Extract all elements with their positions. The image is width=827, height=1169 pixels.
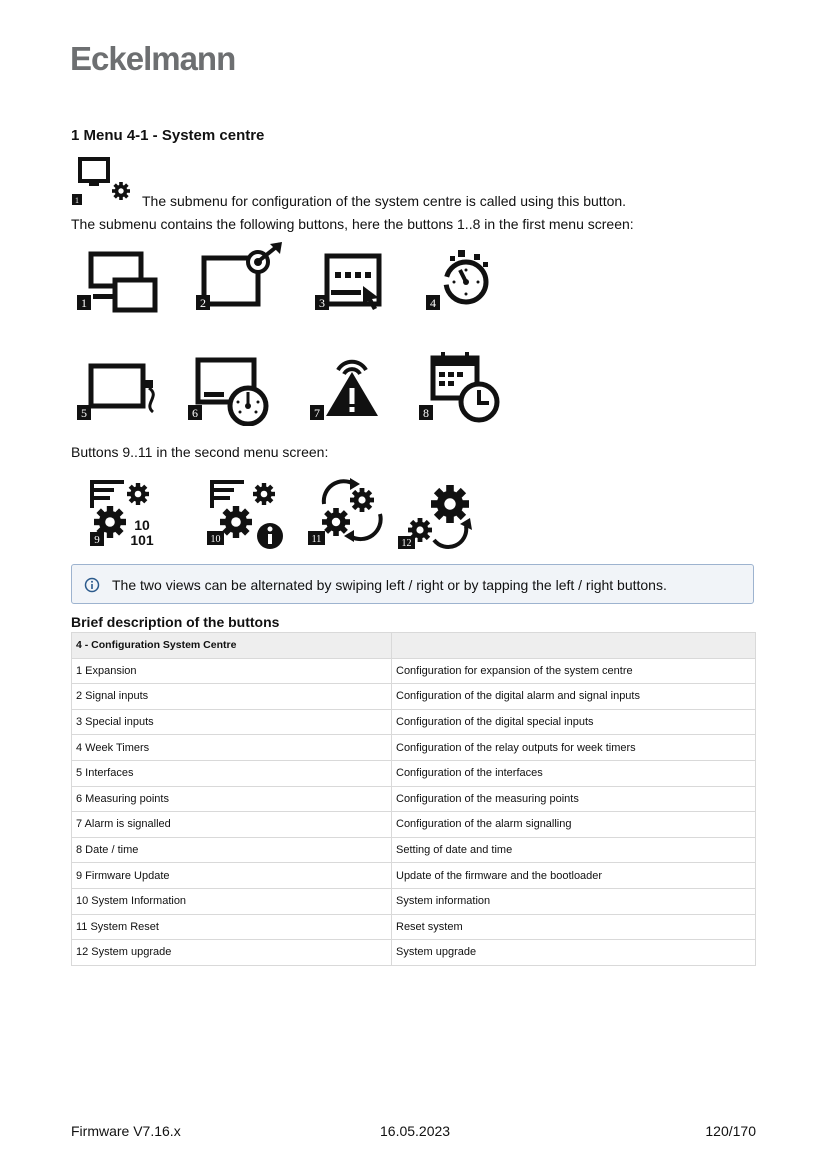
system-information-icon[interactable] [200, 474, 296, 550]
signal-inputs-icon[interactable] [190, 240, 286, 316]
table-row [72, 812, 756, 838]
button-number: 6 [192, 406, 198, 420]
button-number: 4 [430, 296, 436, 310]
button-description-cell: Reset system [392, 914, 756, 940]
button-description-cell: Configuration of the digital special inputs [392, 709, 756, 735]
footer-date: 16.05.2023 [380, 1123, 451, 1139]
button-description-cell: Configuration of the interfaces [392, 760, 756, 786]
button-description-cell: Setting of date and time [392, 837, 756, 863]
button-number: 5 [81, 406, 87, 420]
table-row [72, 684, 756, 710]
button-description-cell: Configuration of the relay outputs for week timers [392, 735, 756, 761]
table-row [72, 709, 756, 735]
button-name-cell: 10 System Information [72, 888, 392, 914]
button-description-cell: Configuration for expansion of the system centre [392, 658, 756, 684]
button-name-cell: 12 System upgrade [72, 940, 392, 966]
table-header-cell: 4 - Configuration System Centre [72, 633, 392, 659]
brief-description-title: Brief description of the buttons [71, 614, 280, 630]
button-name-cell: 3 Special inputs [72, 709, 392, 735]
system-reset-icon[interactable] [302, 474, 398, 550]
button-name-cell: 9 Firmware Update [72, 863, 392, 889]
button-name-cell: 7 Alarm is signalled [72, 812, 392, 838]
button-number: 10 [210, 534, 221, 545]
button-number: 3 [319, 296, 325, 310]
info-note [71, 564, 754, 604]
button-description-cell: System upgrade [392, 940, 756, 966]
table-row [72, 914, 756, 940]
measuring-points-icon[interactable] [182, 350, 278, 426]
table-row [72, 786, 756, 812]
button-description-cell: System information [392, 888, 756, 914]
monitor-gear-icon [71, 156, 133, 206]
button-number: 12 [401, 538, 412, 549]
button-number: 8 [423, 406, 429, 420]
table-row [72, 888, 756, 914]
table-row [72, 863, 756, 889]
button-number: 7 [314, 406, 320, 420]
button-number: 11 [311, 534, 322, 545]
button-name-cell: 11 System Reset [72, 914, 392, 940]
section-heading: 1 Menu 4-1 - System centre [71, 127, 265, 144]
button-number: 2 [200, 296, 206, 310]
button-name-cell: 6 Measuring points [72, 786, 392, 812]
button-name-cell: 5 Interfaces [72, 760, 392, 786]
button-description-cell: Configuration of the alarm signalling [392, 812, 756, 838]
firmware-number-101: 101 [130, 532, 154, 548]
info-icon [84, 577, 100, 593]
button-description-table [71, 632, 756, 966]
button-name-cell: 8 Date / time [72, 837, 392, 863]
firmware-number-10: 10 [134, 517, 150, 533]
button-description-cell: Update of the firmware and the bootloader [392, 863, 756, 889]
footer-page-number: 120/170 [705, 1123, 756, 1139]
table-row [72, 658, 756, 684]
firmware-update-icon[interactable] [80, 474, 176, 550]
button-name-cell: 2 Signal inputs [72, 684, 392, 710]
table-header-row [72, 633, 756, 659]
intro-text: The submenu for configuration of the system centre is called using this button. [142, 193, 627, 209]
alarm-signalled-icon[interactable] [302, 350, 398, 426]
date-time-icon[interactable] [413, 350, 509, 426]
system-upgrade-icon[interactable] [390, 474, 486, 550]
button-number: 1 [81, 296, 87, 310]
table-header-cell [392, 633, 756, 659]
expansion-icon[interactable] [71, 240, 167, 316]
table-row [72, 837, 756, 863]
buttons-intro-text: The submenu contains the following buttons, here the buttons 1..8 in the first menu screen: [71, 216, 634, 232]
special-inputs-icon[interactable] [309, 240, 405, 316]
second-screen-intro-text: Buttons 9..11 in the second menu screen: [71, 444, 329, 460]
intro-row [71, 156, 771, 209]
button-name-cell: 4 Week Timers [72, 735, 392, 761]
week-timers-icon[interactable] [420, 240, 516, 316]
eckelmann-logo: Eckelmann [70, 40, 236, 77]
button-name-cell: 1 Expansion [72, 658, 392, 684]
interfaces-icon[interactable] [71, 350, 167, 426]
button-description-cell: Configuration of the measuring points [392, 786, 756, 812]
table-row [72, 940, 756, 966]
table-row [72, 735, 756, 761]
table-row [72, 760, 756, 786]
button-description-cell: Configuration of the digital alarm and signal inputs [392, 684, 756, 710]
footer-firmware: Firmware V7.16.x [71, 1123, 181, 1139]
button-number: 1 [75, 196, 79, 205]
button-number: 9 [94, 534, 100, 546]
note-text: The two views can be alternated by swiping left / right or by tapping the left / right buttons. [112, 577, 667, 593]
